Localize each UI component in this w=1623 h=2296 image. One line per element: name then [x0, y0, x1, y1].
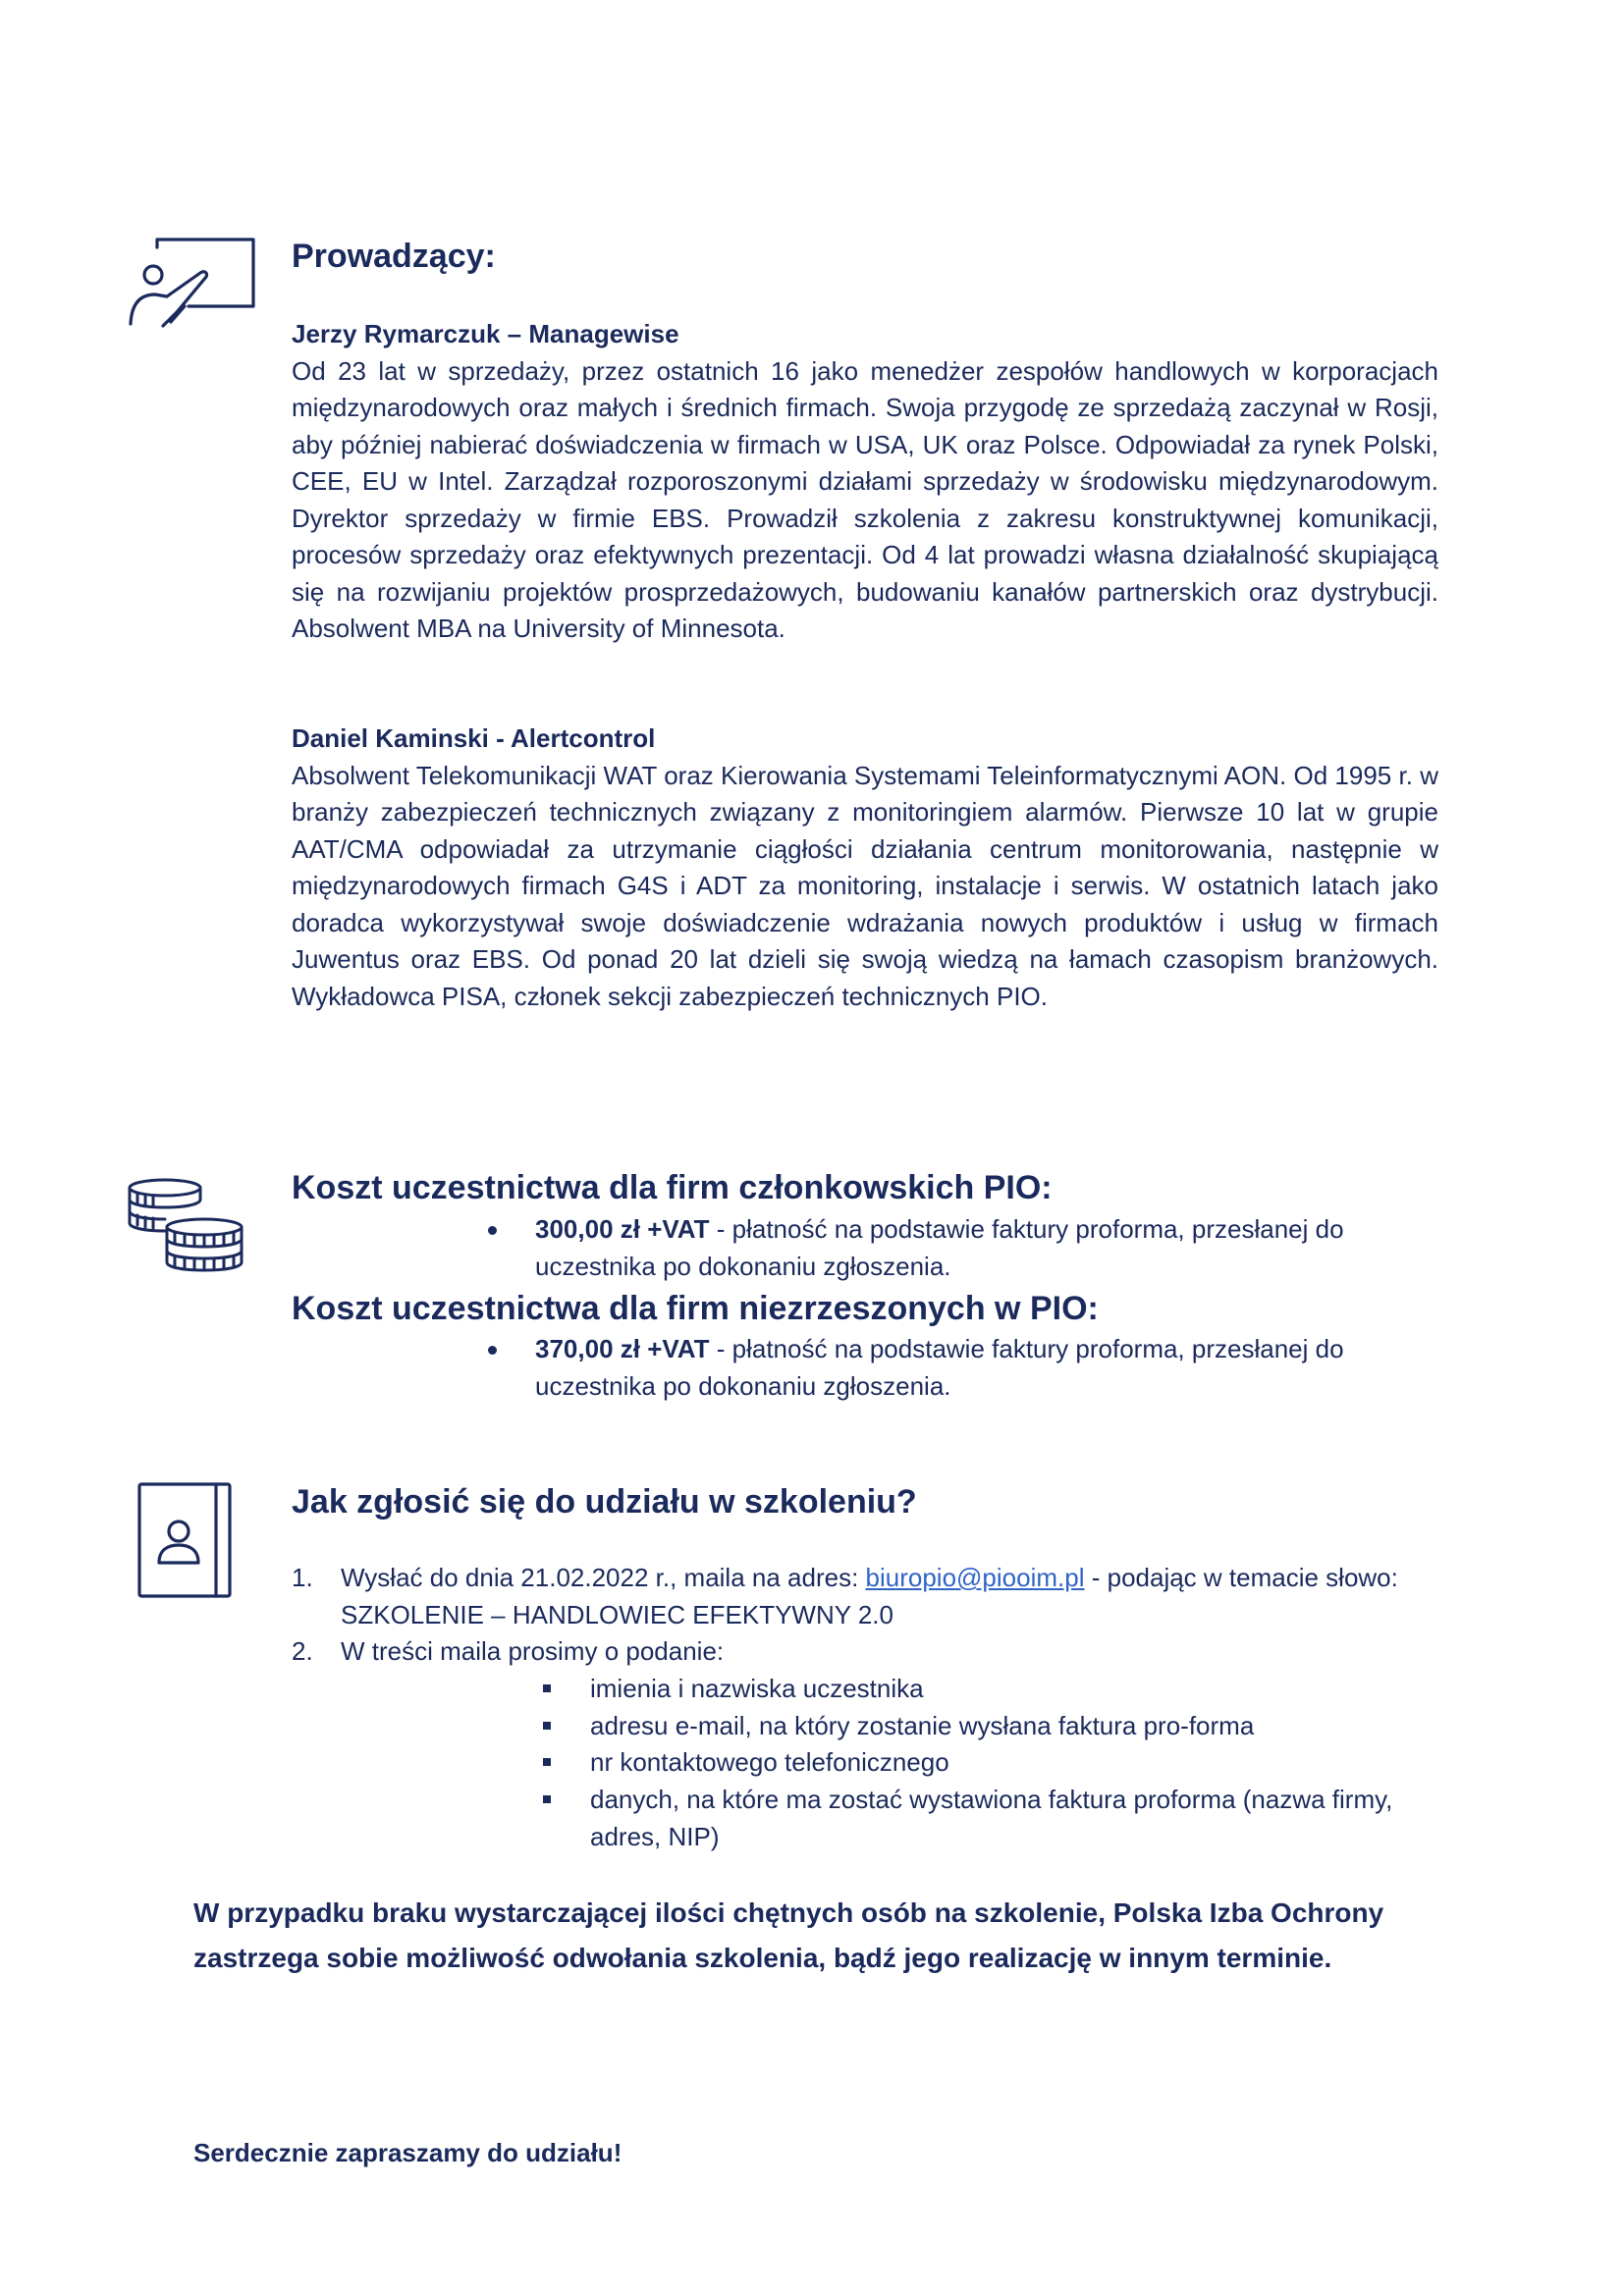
list-item: [543, 1671, 1427, 1708]
instructor-2: [292, 721, 1438, 1015]
step-number: 1.: [292, 1563, 313, 1592]
members-cost-item: [488, 1210, 1431, 1285]
instructor-name: Jerzy Rymarczuk – Managewise: [292, 319, 679, 348]
cancellation-notice: W przypadku braku wystarczającej ilości chętnych osób na szkolenie, Polska Izba Ochrony zastrzega sobie możliwość odwołania szkolenia, bądź jego realizację w innym terminie.: [193, 1897, 1384, 1973]
coins-stack-icon: [124, 1178, 247, 1280]
registration-step-2: [292, 1633, 1450, 1671]
list-item-text: adresu e-mail, na który zostanie wysłana faktura pro-forma: [590, 1711, 1255, 1740]
closing-invitation: Serdecznie zapraszamy do udziału!: [193, 2138, 622, 2167]
members-price: 300,00 zł +VAT: [535, 1214, 710, 1244]
list-item-text: danych, na które ma zostać wystawiona faktura proforma (nazwa firmy, adres, NIP): [590, 1785, 1393, 1851]
bullet-dot: [488, 1346, 497, 1355]
presenter-board-icon: [128, 238, 257, 328]
step-text: Wysłać do dnia 21.02.2022 r., maila na adres:: [341, 1563, 866, 1592]
step-text: W treści maila prosimy o podanie:: [341, 1636, 725, 1666]
square-bullet: [543, 1722, 551, 1730]
step-number: 2.: [292, 1636, 313, 1666]
instructor-bio: Absolwent Telekomunikacji WAT oraz Kierowania Systemami Teleinformatycznymi AON. Od 1995 r. w branży zabezpieczeń technicznych związany z monitoringiem alarmów. Pierwsze 10 lat w grupie AAT/CMA odpowiadał za utrzymanie ciągłości działania centrum monitorowania, następnie w międzynarodowych firmach G4S i ADT za monitoring, instalacje i serwis. W ostatnich latach jako doradca wykorzystywał swoje doświadczenie wdrażania nowych produktów i usług w firmach Juwentus oraz EBS. Od ponad 20 lat dzieli się swoją wiedzą na łamach czasopism branżowych. Wykładowca PISA, członek sekcji zabezpieczeń technicznych PIO.: [292, 760, 1438, 1011]
square-bullet: [543, 1684, 551, 1692]
list-item: [543, 1708, 1427, 1745]
members-cost-heading: Koszt uczestnictwa dla firm członkowskich PIO:: [292, 1169, 1053, 1206]
list-item-text: nr kontaktowego telefonicznego: [590, 1747, 949, 1777]
nonmembers-price: 370,00 zł +VAT: [535, 1334, 710, 1363]
instructor-bio: Od 23 lat w sprzedaży, przez ostatnich 16 jako menedżer zespołów handlowych w korporacjach międzynarodowych oraz małych i średnich firmach. Swoja przygodę ze sprzedażą zaczynał w Rosji, aby później nabierać doświadczenia w firmach w USA, UK oraz Polsce. Odpowiadał za rynek Polski, CEE, EU w Intel. Zarządzał rozporoszonymi działami sprzedaży w środowisku międzynarodowym. Dyrektor sprzedaży w firmie EBS. Prowadził szkolenia z zakresu konstruktywnej komunikacji, procesów sprzedaży oraz efektywnych prezentacji. Od 4 lat prowadzi własna działalność skupiającą się na rozwijaniu projektów prosprzedażowych, budowaniu kanałów partnerskich oraz dystrybucji. Absolwent MBA na University of Minnesota.: [292, 355, 1438, 643]
instructors-heading: Prowadzący:: [292, 238, 496, 275]
list-item: [543, 1744, 1427, 1782]
step-text: - podając w temacie słowo: SZKOLENIE – HANDLOWIEC EFEKTYWNY 2.0: [341, 1563, 1398, 1629]
instructor-1: [292, 316, 1438, 648]
registration-step-1: [292, 1560, 1450, 1633]
members-price-desc: - płatność na podstawie faktury proforma, przesłanej do uczestnika po dokonaniu zgłoszenia.: [535, 1214, 1344, 1281]
email-link[interactable]: biuropio@piooim.pl: [865, 1563, 1085, 1592]
nonmembers-cost-item: [488, 1330, 1431, 1405]
square-bullet: [543, 1795, 551, 1803]
registration-heading: Jak zgłosić się do udziału w szkoleniu?: [292, 1483, 917, 1521]
contact-book-icon: [137, 1482, 234, 1598]
instructor-name: Daniel Kaminski - Alertcontrol: [292, 723, 656, 753]
list-item: [543, 1782, 1407, 1855]
list-item-text: imienia i nazwiska uczestnika: [590, 1674, 924, 1703]
nonmembers-cost-heading: Koszt uczestnictwa dla firm niezrzeszonych w PIO:: [292, 1290, 1099, 1327]
bullet-dot: [488, 1226, 497, 1235]
nonmembers-price-desc: - płatność na podstawie faktury proforma, przesłanej do uczestnika po dokonaniu zgłoszenia.: [535, 1334, 1344, 1401]
square-bullet: [543, 1758, 551, 1766]
